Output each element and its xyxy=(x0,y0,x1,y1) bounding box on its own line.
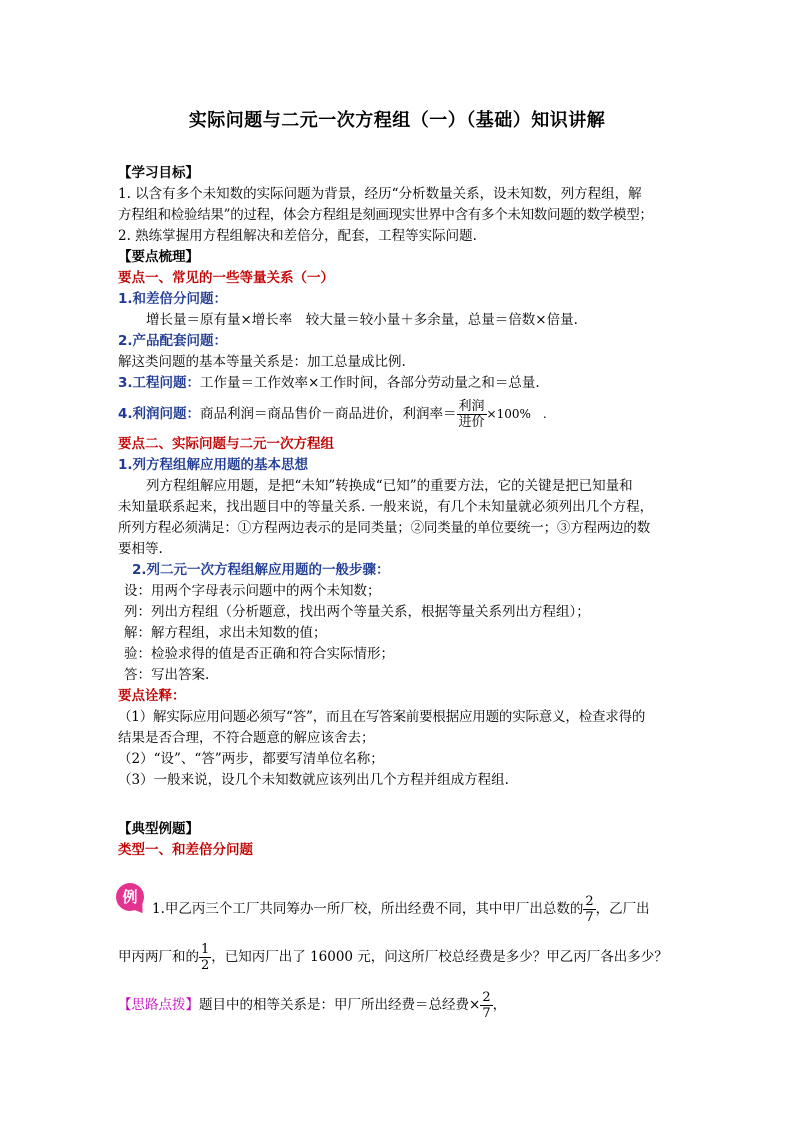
point2-title: 要点二、实际问题与二元一次方程组 xyxy=(118,436,334,452)
document-body xyxy=(118,163,678,1025)
note-2: （2）“设”、“答”两步，都要写清单位名称； xyxy=(118,751,384,767)
point1-title: 要点一、常见的一些等量关系（一） xyxy=(118,270,334,286)
point2-sub1-line-3: 所列方程必须满足：①方程两边表示的是同类量；②同类量的单位要统一；③方程两边的数 xyxy=(118,520,650,536)
fraction-numerator: 2 xyxy=(585,894,594,909)
example-q-text-2b: ，已知丙厂出了 16000 元，问这所厂校总经费是多少？甲乙丙厂各出多少？ xyxy=(211,949,668,965)
fraction-denominator: 7 xyxy=(585,910,594,925)
fraction-denominator: 2 xyxy=(201,958,210,973)
spacer xyxy=(118,791,678,819)
point2-sub1-line-1: 列方程组解应用题，是把“未知”转换成“已知”的重要方法，它的关键是把已知量和 xyxy=(146,478,633,494)
example-fraction-2 xyxy=(199,942,211,973)
example-fraction-1 xyxy=(583,894,595,925)
hint-label: 【思路点拨】 xyxy=(118,997,199,1013)
goals-heading: 【学习目标】 xyxy=(118,165,199,181)
example-question-line-1 xyxy=(118,889,678,929)
point2-sub2-title: 2.列二元一次方程组解应用题的一般步骤： xyxy=(132,562,390,578)
hint-text: 题目中的相等关系是：甲厂所出经费＝总经费× xyxy=(199,997,481,1013)
hint-fraction xyxy=(480,990,492,1021)
point1-item2-text: 解这类问题的基本等量关系是：加工总量成比例. xyxy=(118,354,406,370)
examples-heading: 【典型例题】 xyxy=(118,821,199,837)
point2-sub1-line-2: 未知量联系起来，找出题目中的等量关系. 一般来说，有几个未知量就必须列出几个方程， xyxy=(118,499,654,515)
example-question-line-2 xyxy=(118,937,678,977)
point1-item4-text: 商品利润＝商品售价－商品进价，利润率＝ xyxy=(200,406,457,422)
note-1a: （1）解实际应用问题必须写“答”，而且在写答案前要根据应用题的实际意义，检查求得的 xyxy=(118,709,646,725)
step-2: 列：列出方程组（分析题意，找出两个等量关系，根据等量关系列出方程组）； xyxy=(124,604,590,620)
fraction-denominator: 进价 xyxy=(458,415,485,430)
point1-item4 xyxy=(118,394,678,434)
goals-line-1: 1. 以含有多个未知数的实际问题为背景，经历“分析数量关系，设未知数，列方程组，解 xyxy=(118,186,642,202)
review-heading: 【要点梳理】 xyxy=(118,249,199,265)
point1-item2-title: 2.产品配套问题： xyxy=(118,333,228,349)
point1-item1-text: 增长量＝原有量×增长率 较大量＝较小量＋多余量，总量＝倍数×倍量. xyxy=(146,312,578,328)
document-title: 实际问题与二元一次方程组（一）（基础）知识讲解 xyxy=(188,110,606,131)
example-q-text-2: 甲丙两厂和的 xyxy=(118,949,199,965)
fraction-numerator: 利润 xyxy=(458,399,485,414)
type1-title: 类型一、和差倍分问题 xyxy=(118,842,253,858)
step-3: 解：解方程组，求出未知数的值； xyxy=(124,625,327,641)
point1-item3 xyxy=(118,373,678,394)
step-5: 答：写出答案. xyxy=(124,667,210,683)
fraction-numerator: 1 xyxy=(201,942,210,957)
example-q-text-1: 1.甲乙丙三个工厂共同筹办一所厂校，所出经费不同，其中甲厂出总数的 xyxy=(152,901,584,917)
goals-line-3: 2. 熟练掌握用方程组解决和差倍分，配套，工程等实际问题. xyxy=(118,228,477,244)
hint-suffix: ， xyxy=(492,997,507,1013)
fraction-numerator: 2 xyxy=(482,990,491,1005)
note-3: （3）一般来说，设几个未知数就应该列出几个方程并组成方程组. xyxy=(118,772,509,788)
point2-sub1-title: 1.列方程组解应用题的基本思想 xyxy=(118,457,309,473)
example-q-text-1b: ，乙厂出 xyxy=(595,901,650,917)
hint-line xyxy=(118,985,678,1025)
note-1b: 结果是否合理，不符合题意的解应该舍去； xyxy=(118,730,375,746)
example-badge-icon: 例 xyxy=(116,883,144,911)
point1-item4-suffix: ×100% . xyxy=(486,407,547,421)
point1-item4-title: 4.利润问题： xyxy=(118,406,201,422)
point1-item3-text: 工作量＝工作效率×工作时间，各部分劳动量之和＝总量. xyxy=(200,375,540,391)
goals-line-2: 方程组和检验结果”的过程，体会方程组是刻画现实世界中含有多个未知数问题的数学模型； xyxy=(118,207,653,223)
step-4: 验：检验求得的值是否正确和符合实际情形； xyxy=(124,646,394,662)
step-1: 设：用两个字母表示问题中的两个未知数； xyxy=(124,583,381,599)
point1-item3-title: 3.工程问题： xyxy=(118,375,201,391)
profit-rate-fraction xyxy=(457,399,487,430)
notes-title: 要点诠释： xyxy=(118,688,186,704)
point2-sub1-line-4: 要相等. xyxy=(118,541,163,557)
spacer xyxy=(118,861,678,889)
fraction-denominator: 7 xyxy=(482,1006,491,1021)
point1-item1-title: 1.和差倍分问题： xyxy=(118,291,228,307)
